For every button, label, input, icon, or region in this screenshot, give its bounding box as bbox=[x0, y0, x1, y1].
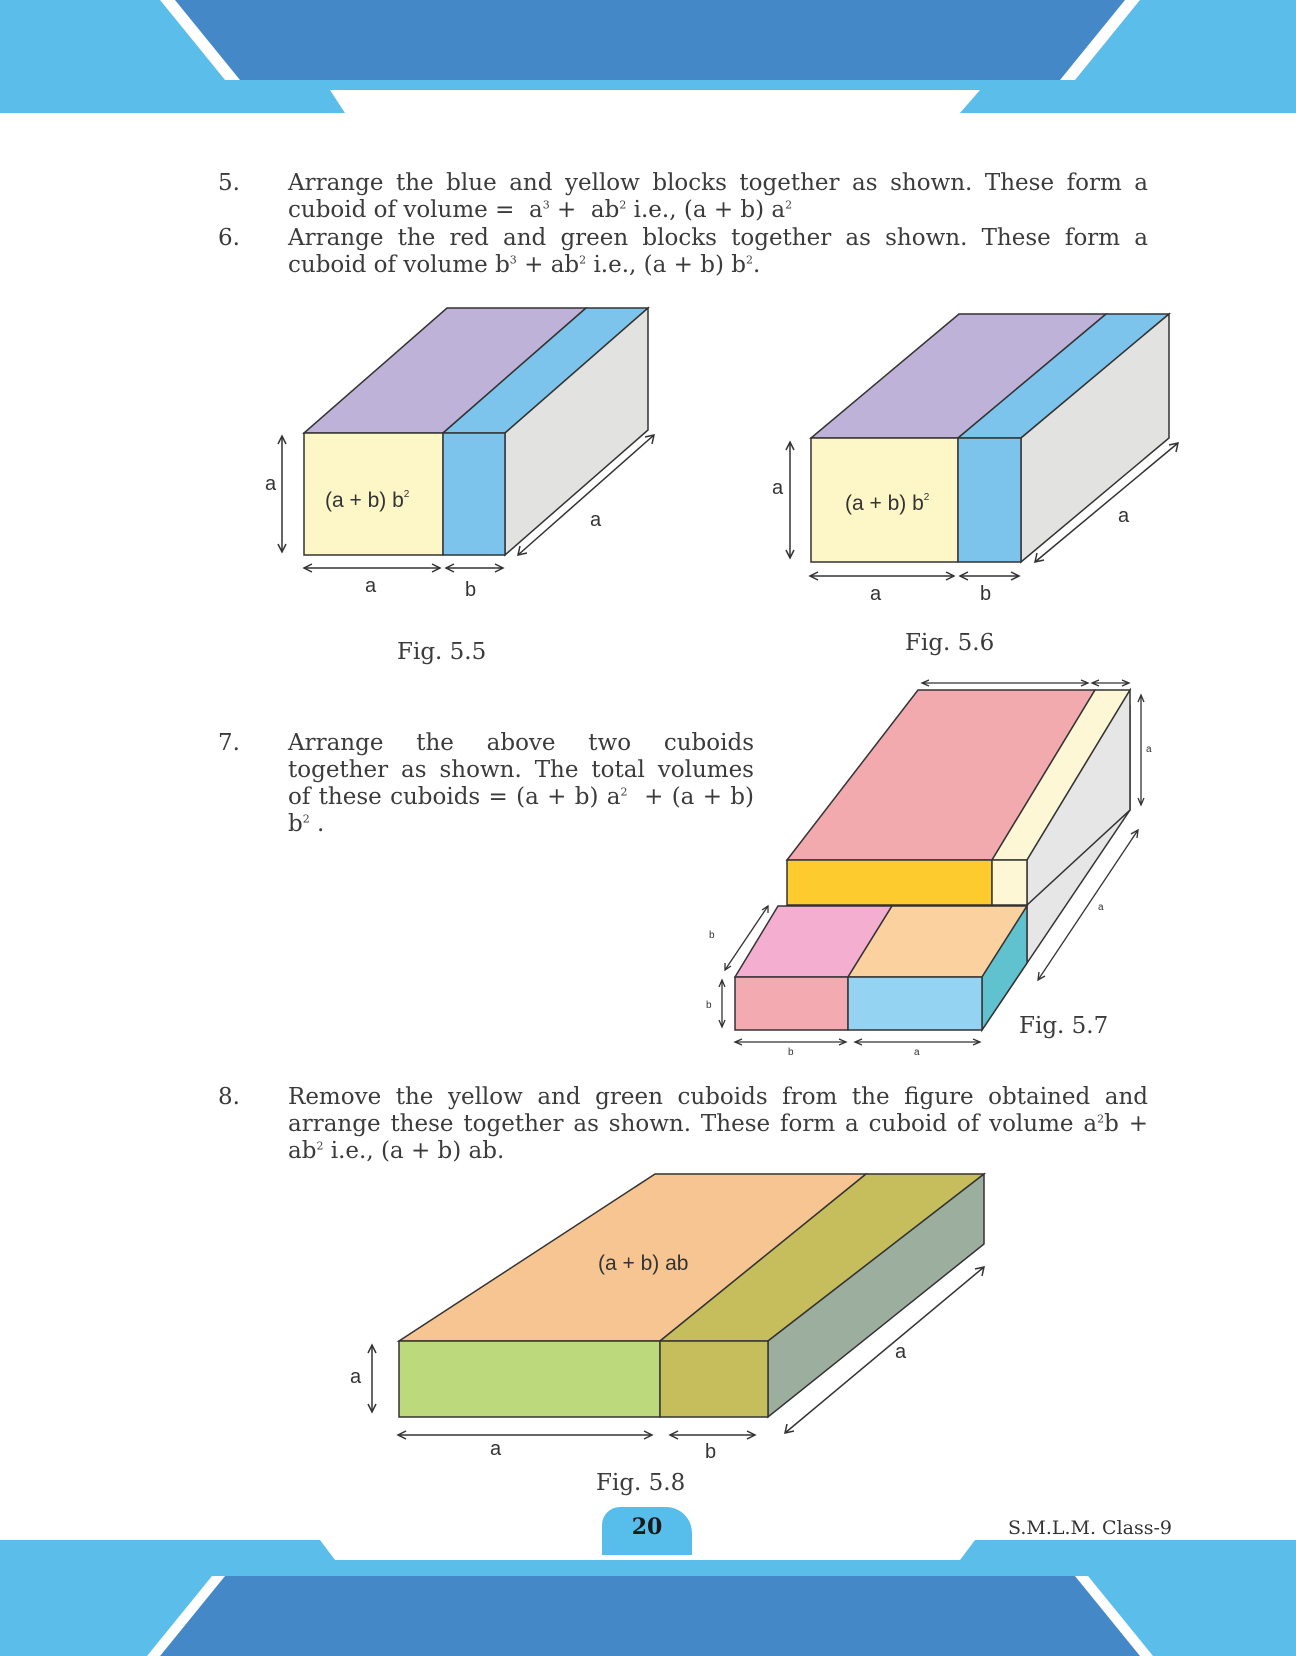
figure-5-6 bbox=[750, 300, 1190, 605]
footer-dark-band bbox=[160, 1576, 1140, 1656]
front-face-olive bbox=[660, 1341, 768, 1417]
fig55-width-a: a bbox=[365, 575, 377, 597]
fig55-height-label: a bbox=[265, 473, 277, 495]
front-face-orange bbox=[787, 860, 992, 905]
fig58-width-a: a bbox=[490, 1438, 502, 1460]
fig57-bottom-a: a bbox=[914, 1047, 920, 1058]
fig55-face-label: (a + b) b bbox=[325, 489, 404, 512]
fig57-b-depth: b bbox=[709, 930, 715, 941]
fig56-width-b: b bbox=[980, 583, 992, 605]
item-6-number: 6. bbox=[218, 225, 240, 251]
fig55-width-b: b bbox=[465, 579, 477, 601]
fig56-height-label: a bbox=[772, 477, 784, 499]
fig57-depth-label: a bbox=[1098, 902, 1104, 913]
item-5-text: Arrange the blue and yellow blocks together as shown. These form a cuboid of volume = $a^3 + ab^2$ i.e., (a + b) $a^2$ bbox=[288, 170, 1148, 223]
fig56-face-label: (a + b) b bbox=[845, 492, 924, 515]
fig57-caption: Fig. 5.7 bbox=[1019, 1013, 1109, 1039]
fig56-caption: Fig. 5.6 bbox=[905, 630, 995, 656]
fig58-caption: Fig. 5.8 bbox=[596, 1470, 686, 1496]
svg-text:(a + b) b2: (a + b) $b^2$ bbox=[845, 492, 930, 515]
fig57-bottom-b: b bbox=[788, 1047, 794, 1058]
fig56-depth-label: a bbox=[1118, 505, 1130, 527]
footer-series: S.M.L.M. Class-9 bbox=[1007, 1517, 1172, 1539]
item-7-text: Arrange the above two cuboids together as shown. The total volumes of these cuboids = (a + b) $a^2 + (a + b)$ $b^2$ . bbox=[288, 730, 754, 837]
item-8-number: 8. bbox=[218, 1084, 240, 1110]
front-face-blue bbox=[848, 977, 982, 1030]
fig57-height-top: a bbox=[1146, 744, 1152, 755]
item-5-number: 5. bbox=[218, 170, 240, 196]
front-face-red bbox=[735, 977, 848, 1030]
fig56-width-a: a bbox=[870, 583, 882, 605]
fig57-b-height: b bbox=[706, 1000, 712, 1011]
fig58-top-label: (a + b) ab bbox=[598, 1252, 689, 1275]
header-dark-band bbox=[160, 0, 1140, 80]
figure-5-7 bbox=[700, 675, 1150, 1060]
svg-text:(a + b) b2: (a + b) $b^2$ bbox=[325, 489, 410, 512]
fig55-depth-label: a bbox=[590, 509, 602, 531]
figure-5-5 bbox=[250, 300, 690, 601]
front-face-lightgreen bbox=[399, 1341, 660, 1417]
fig58-width-b: b bbox=[705, 1441, 717, 1463]
fig58-height-label: a bbox=[350, 1366, 362, 1388]
item-7-number: 7. bbox=[218, 730, 240, 756]
front-face-cream bbox=[992, 860, 1027, 905]
fig58-depth-label: a bbox=[895, 1341, 907, 1363]
item-8-text: Remove the yellow and green cuboids from the figure obtained and arrange these together as shown. These form a cuboid of volume $a^2b + ab^2$ i.e., (a + b) ab. bbox=[288, 1084, 1149, 1164]
figure-5-8 bbox=[330, 1160, 1000, 1463]
fig55-caption: Fig. 5.5 bbox=[397, 639, 487, 665]
front-face-blue bbox=[958, 438, 1021, 562]
front-face-blue bbox=[443, 433, 505, 555]
page-number: 20 bbox=[631, 1514, 663, 1540]
item-6-text: Arrange the red and green blocks together as shown. These form a cuboid of volume $b^3 + ab^2$ i.e., (a + b) $b^2$. bbox=[288, 225, 1148, 278]
header-banner bbox=[0, 0, 1296, 115]
footer-banner bbox=[0, 1540, 1296, 1656]
